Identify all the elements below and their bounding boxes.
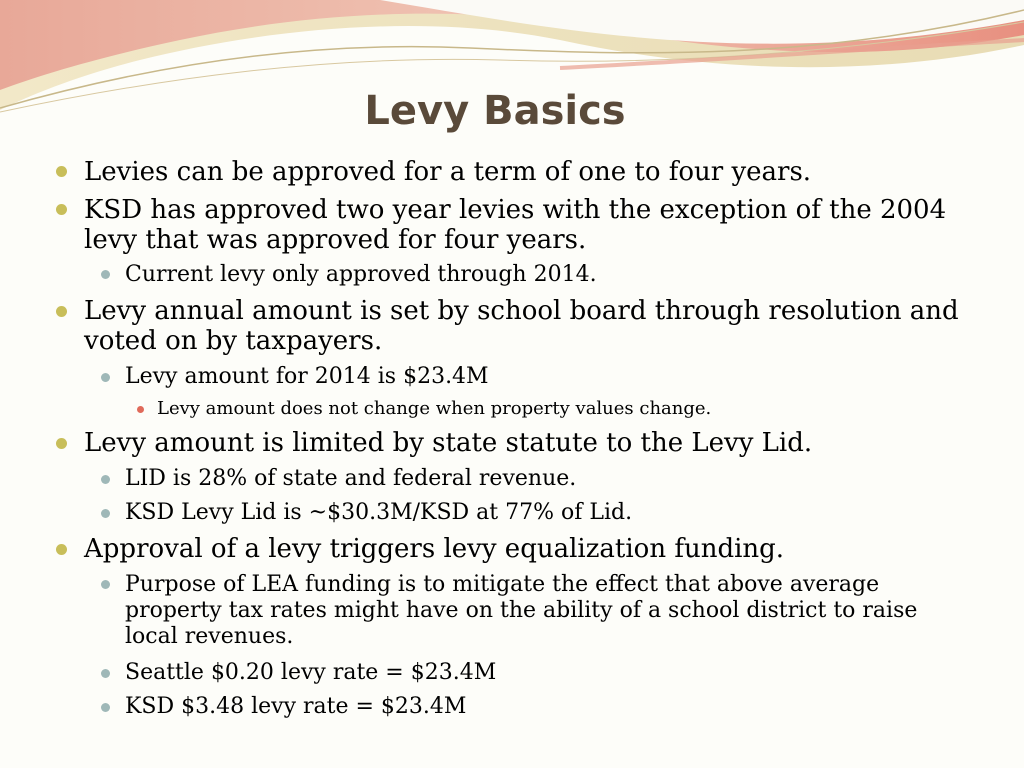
bullet-icon — [101, 703, 110, 712]
bullet-item: Levies can be approved for a term of one to four years. — [84, 157, 812, 187]
bullet-icon — [101, 373, 110, 382]
bullet-icon — [101, 669, 110, 678]
bullet-icon — [56, 204, 67, 215]
slide-title: Levy Basics — [364, 88, 626, 134]
bullet-item: Levy annual amount is set by school board through resolution and voted on by taxpayers. — [84, 296, 959, 356]
bullet-item: Approval of a levy triggers levy equalization funding. — [84, 534, 785, 564]
bullet-icon — [56, 544, 67, 555]
bullet-item: KSD has approved two year levies with the exception of the 2004 levy that was approved for four years. — [84, 195, 947, 255]
sub-bullet-item: LID is 28% of state and federal revenue. — [125, 466, 577, 491]
sub-bullet-item: KSD Levy Lid is ~$30.3M/KSD at 77% of Lid. — [125, 500, 633, 525]
sub-bullet-item: Current levy only approved through 2014. — [125, 262, 597, 287]
sub-sub-bullet-item: Levy amount does not change when property values change. — [157, 398, 712, 419]
sub-bullet-item: Seattle $0.20 levy rate = $23.4M — [125, 660, 497, 685]
sub-bullet-item: Levy amount for 2014 is $23.4M — [125, 364, 489, 389]
bullet-item: Levy amount is limited by state statute to the Levy Lid. — [84, 428, 813, 458]
sub-bullet-item: Purpose of LEA funding is to mitigate the effect that above average property tax rates might have on the ability of a school district to raise local revenues. — [125, 572, 918, 649]
bullet-icon — [101, 475, 110, 484]
bullet-icon — [56, 438, 67, 449]
bullet-icon — [101, 509, 110, 518]
bullet-icon — [137, 406, 144, 413]
bullet-icon — [101, 270, 110, 279]
bullet-icon — [101, 580, 110, 589]
sub-bullet-item: KSD $3.48 levy rate = $23.4M — [125, 694, 467, 719]
bullet-icon — [56, 166, 67, 177]
bullet-icon — [56, 306, 67, 317]
